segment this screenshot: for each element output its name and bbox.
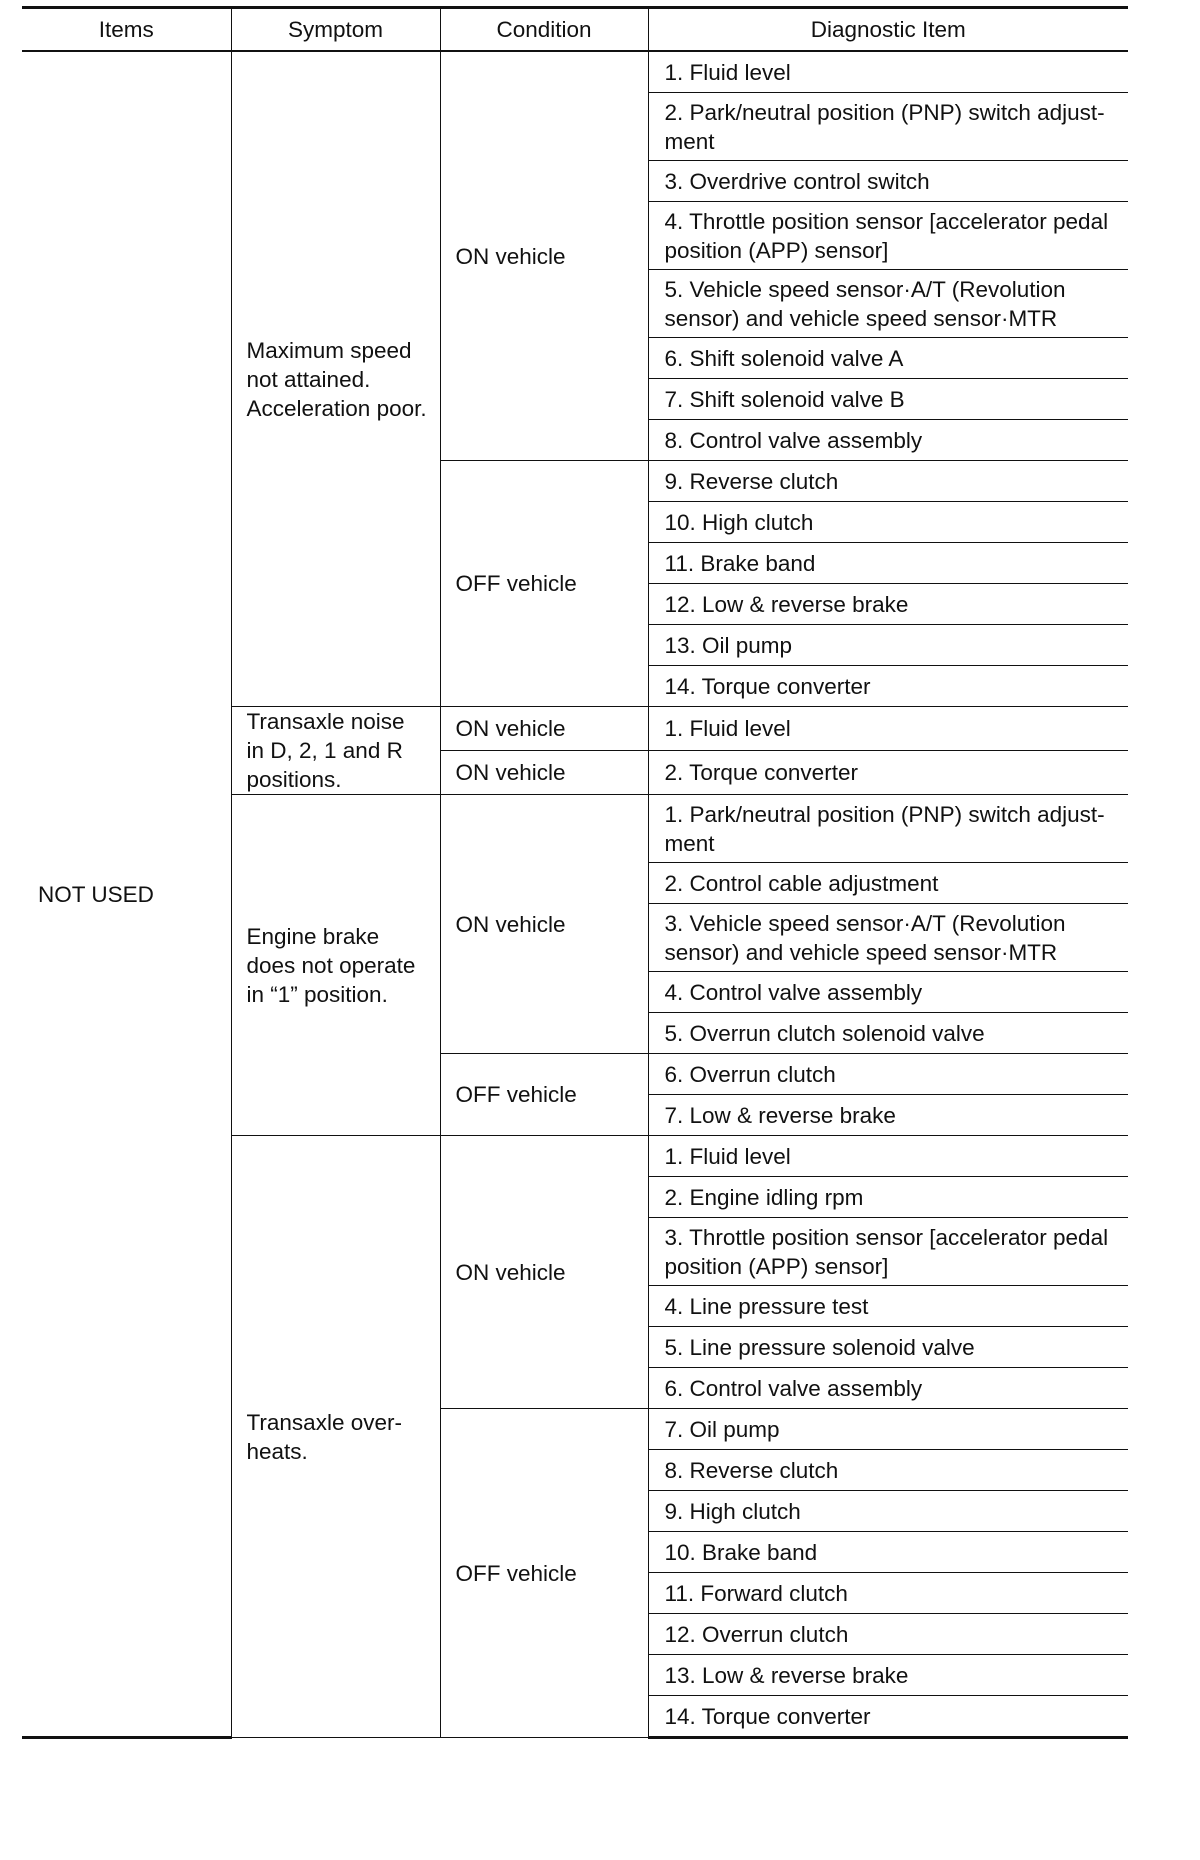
- diagnostic-item-cell: 13. Low & reverse brake: [648, 1655, 1128, 1696]
- diagnostic-item-cell: 14. Torque converter: [648, 666, 1128, 707]
- diagnostic-item-cell: 1. Fluid level: [648, 1136, 1128, 1177]
- table-body: [22, 51, 1128, 1738]
- diagnostic-item-cell: 10. High clutch: [648, 502, 1128, 543]
- condition-cell: OFF vehicle: [440, 1054, 648, 1136]
- diagnostic-item-cell: 5. Overrun clutch solenoid valve: [648, 1013, 1128, 1054]
- diagnostic-item-cell: 4. Control valve assembly: [648, 972, 1128, 1013]
- items-cell: NOT USED: [22, 51, 231, 1738]
- diagnostic-item-cell: 2. Control cable adjustment: [648, 863, 1128, 904]
- header-items: Items: [22, 8, 231, 52]
- diagnostic-item-cell: 7. Shift solenoid valve B: [648, 379, 1128, 420]
- header-diagnostic-item: Diagnostic Item: [648, 8, 1128, 52]
- diagnostic-item-cell: 4. Throttle position sensor [accelerator pedal position (APP) sensor]: [648, 202, 1128, 270]
- header-condition: Condition: [440, 8, 648, 52]
- diagnostic-item-cell: 14. Torque converter: [648, 1696, 1128, 1738]
- diagnostic-item-cell: 12. Low & reverse brake: [648, 584, 1128, 625]
- diagnostic-item-cell: 1. Fluid level: [648, 707, 1128, 751]
- diagnostic-item-cell: 5. Vehicle speed sensor·A/T (Revolution sensor) and vehicle speed sensor·MTR: [648, 270, 1128, 338]
- condition-cell: ON vehicle: [440, 751, 648, 795]
- condition-cell: OFF vehicle: [440, 461, 648, 707]
- diagnostic-item-cell: 2. Park/neutral position (PNP) switch adjust-ment: [648, 93, 1128, 161]
- symptom-cell: Transaxle over-heats.: [231, 1136, 440, 1738]
- diagnostic-table: [22, 6, 1128, 1739]
- diagnostic-item-cell: 2. Engine idling rpm: [648, 1177, 1128, 1218]
- diagnostic-item-cell: 9. High clutch: [648, 1491, 1128, 1532]
- diagnostic-item-cell: 10. Brake band: [648, 1532, 1128, 1573]
- table-header-row: [22, 8, 1128, 52]
- diagnostic-item-cell: 8. Control valve assembly: [648, 420, 1128, 461]
- symptom-cell: Transaxle noise in D, 2, 1 and R positions.: [231, 707, 440, 795]
- condition-cell: OFF vehicle: [440, 1409, 648, 1738]
- symptom-cell: Engine brake does not operate in “1” position.: [231, 795, 440, 1136]
- diagnostic-item-cell: 6. Shift solenoid valve A: [648, 338, 1128, 379]
- diagnostic-item-cell: 8. Reverse clutch: [648, 1450, 1128, 1491]
- diagnostic-item-cell: 7. Low & reverse brake: [648, 1095, 1128, 1136]
- condition-cell: ON vehicle: [440, 795, 648, 1054]
- diagnostic-item-cell: 3. Overdrive control switch: [648, 161, 1128, 202]
- diagnostic-item-cell: 4. Line pressure test: [648, 1286, 1128, 1327]
- diagnostic-item-cell: 6. Overrun clutch: [648, 1054, 1128, 1095]
- diagnostic-item-cell: 3. Throttle position sensor [accelerator pedal position (APP) sensor]: [648, 1218, 1128, 1286]
- header-symptom: Symptom: [231, 8, 440, 52]
- condition-cell: ON vehicle: [440, 707, 648, 751]
- diagnostic-item-cell: 9. Reverse clutch: [648, 461, 1128, 502]
- diagnostic-item-cell: 5. Line pressure solenoid valve: [648, 1327, 1128, 1368]
- diagnostic-item-cell: 1. Fluid level: [648, 51, 1128, 93]
- diagnostic-item-cell: 2. Torque converter: [648, 751, 1128, 795]
- diagnostic-item-cell: 12. Overrun clutch: [648, 1614, 1128, 1655]
- condition-cell: ON vehicle: [440, 1136, 648, 1409]
- diagnostic-item-cell: 7. Oil pump: [648, 1409, 1128, 1450]
- diagnostic-item-cell: 3. Vehicle speed sensor·A/T (Revolution sensor) and vehicle speed sensor·MTR: [648, 904, 1128, 972]
- diagnostic-item-cell: 11. Forward clutch: [648, 1573, 1128, 1614]
- condition-cell: ON vehicle: [440, 51, 648, 461]
- diagnostic-item-cell: 11. Brake band: [648, 543, 1128, 584]
- symptom-cell: Maximum speed not attained. Acceleration poor.: [231, 51, 440, 707]
- diagnostic-item-cell: 1. Park/neutral position (PNP) switch adjust-ment: [648, 795, 1128, 863]
- diagnostic-item-cell: 13. Oil pump: [648, 625, 1128, 666]
- diagnostic-item-cell: 6. Control valve assembly: [648, 1368, 1128, 1409]
- table-row: [22, 51, 1128, 93]
